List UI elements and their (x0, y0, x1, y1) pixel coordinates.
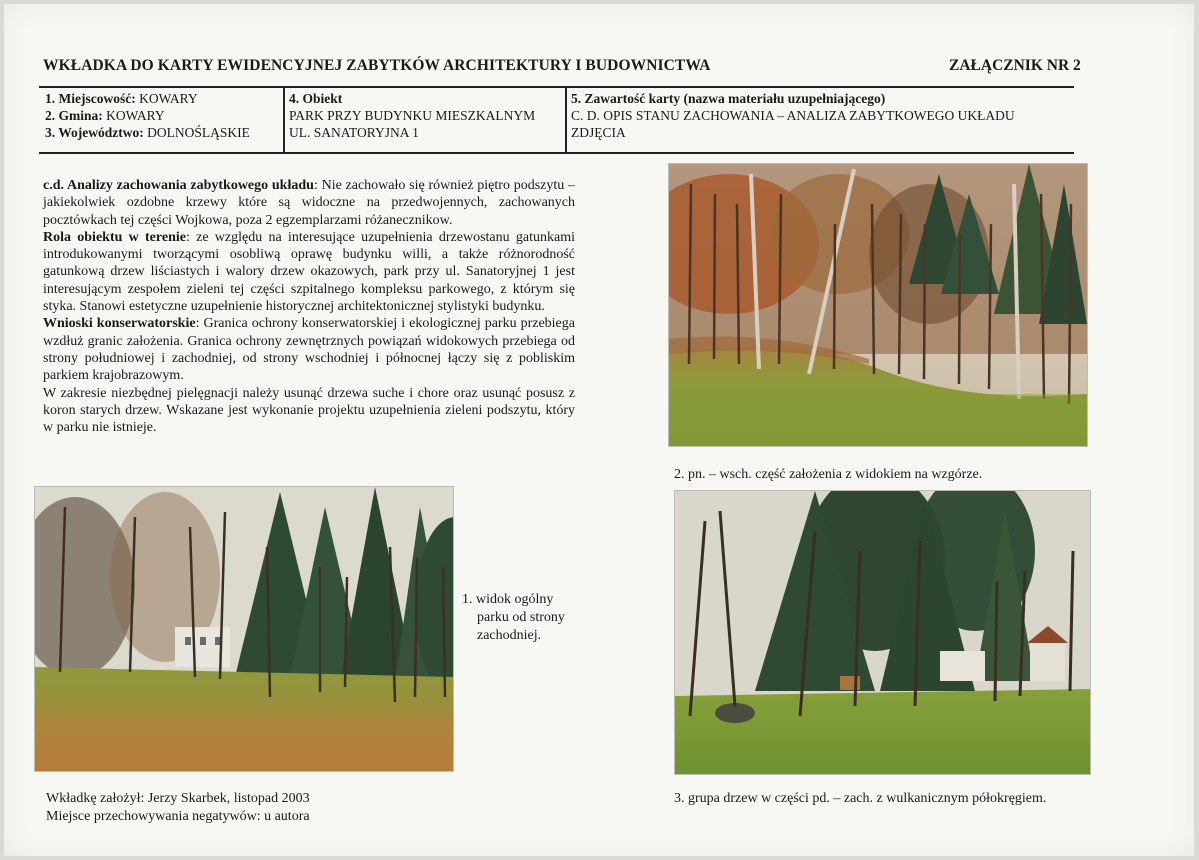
paragraph-analysis-body: : Nie zachowało się również piętro podszytu – jakiekolwiek ozdobne krzewy które są widoczne na przedwojennych, zachowanych pocztówkach tej części Wojkowa, poza 2 egzemplarzami różanecznikow. (43, 178, 575, 228)
miejscowosc-value: KOWARY (139, 91, 198, 106)
gmina-value: KOWARY (106, 108, 165, 123)
miejscowosc-label: 1. Miejscowość: (45, 91, 136, 106)
obiekt-line2: UL. SANATORYJNA 1 (289, 125, 419, 140)
wojewodztwo-value: DOLNOŚLĄSKIE (147, 125, 250, 140)
document-title: WKŁADKA DO KARTY EWIDENCYJNEJ ZABYTKÓW ARCHITEKTURY I BUDOWNICTWA (43, 57, 711, 74)
gmina-label: 2. Gmina: (45, 108, 103, 123)
obiekt-line1: PARK PRZY BUDYNKU MIESZKALNYM (289, 108, 536, 123)
paragraph-role (43, 229, 575, 315)
photo1-caption-line2: parku od strony (477, 610, 565, 625)
analysis-text (43, 177, 575, 436)
paragraph-conclusions-lead: Wnioski konserwatorskie (43, 316, 196, 332)
photo1-caption (462, 591, 587, 645)
footer-author: Wkładkę założył: Jerzy Skarbek, listopad 2003 (46, 791, 310, 806)
footer-notes (46, 790, 310, 826)
annex-number: ZAŁĄCZNIK NR 2 (949, 57, 1081, 74)
photo1-caption-line1: 1. widok ogólny (462, 592, 554, 607)
paragraph-role-body: : ze względu na interesujące uzupełnienia drzewostanu gatunkami introdukowanymi tworzącymi osobliwą oprawę budynku willi, a także różnorodność gatunkową drzew liściastych i walory drzew okazowych, park przy ul. Sanatoryjnej 1 jest interesującym zespołem zieleni tej części szpitalnego kompleksu parkowego, z którym się styka. Stanowi estetyczne uzupełnienie historycznej architektonicznej stylistyki budynku. (43, 229, 575, 315)
zawartosc-line1: C. D. OPIS STANU ZACHOWANIA – ANALIZA ZABYTKOWEGO UKŁADU (571, 108, 1015, 123)
contents-cell (571, 90, 1071, 141)
photo3-caption: 3. grupa drzew w części pd. – zach. z wulkanicznym półokręgiem. (674, 791, 1047, 806)
paragraph-analysis-lead: c.d. Analizy zachowania zabytkowego układu (43, 178, 314, 193)
paragraph-conclusions (43, 315, 575, 384)
table-top-rule (39, 86, 1074, 88)
footer-storage: Miejsce przechowywania negatywów: u autora (46, 809, 310, 824)
photo1-caption-line3: zachodniej. (477, 628, 542, 643)
photo-west-overview (35, 487, 453, 771)
zawartosc-label: 5. Zawartość karty (nazwa materiału uzupełniającego) (571, 91, 886, 106)
photo2-caption: 2. pn. – wsch. część założenia z widokiem na wzgórze. (674, 467, 983, 482)
zawartosc-line2: ZDJĘCIA (571, 125, 626, 140)
wojewodztwo-label: 3. Województwo: (45, 125, 144, 140)
object-cell (289, 90, 561, 141)
location-cell (45, 90, 280, 141)
paragraph-analysis (43, 177, 575, 229)
document-sheet (4, 4, 1194, 856)
table-bottom-rule (39, 152, 1074, 154)
paragraph-maintenance: W zakresie niezbędnej pielęgnacji należy usunąć drzewa suche i chore oraz usunąć posusz z koron starych drzew. Wskazane jest wykonanie projektu uzupełnienia zieleni podszytu, który w parku nie istnieje. (43, 385, 575, 436)
photo-northeast-hill (669, 164, 1087, 446)
paragraph-role-lead: Rola obiektu w terenie (43, 229, 186, 245)
paragraph-conclusions-body: : Granica ochrony konserwatorskiej i ekologicznej parku przebiega wzdłuż granic założenia. Granica ochrony zewnętrznych powiązań widokowych przebiega od strony południowej i zachodniej, od strony wschodniej i północnej łączy się z pobliskim parkiem krajobrazowym. (43, 316, 575, 384)
table-divider-2 (565, 86, 567, 154)
obiekt-label: 4. Obiekt (289, 91, 343, 106)
photo-southwest-tree-group (675, 491, 1090, 774)
table-divider-1 (283, 86, 285, 154)
